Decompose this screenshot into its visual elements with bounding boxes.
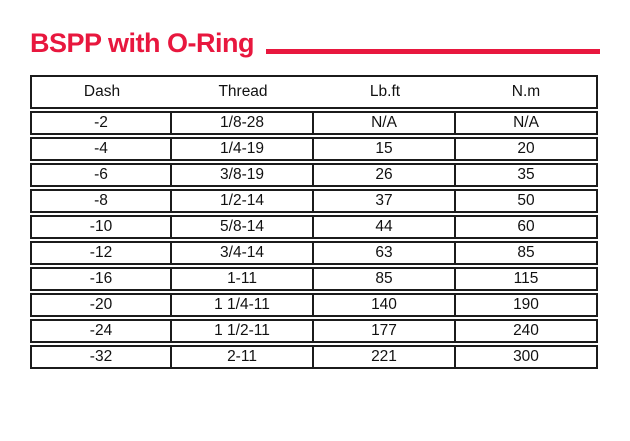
table-cell: 85 [314,267,456,291]
column-header-dash: Dash [30,75,172,109]
table-header-row [30,75,598,109]
table-row [30,267,598,291]
table-cell: 140 [314,293,456,317]
table-cell: 50 [456,189,598,213]
table-cell: 63 [314,241,456,265]
table-cell: 190 [456,293,598,317]
table-cell: -24 [30,319,172,343]
table-row [30,111,598,135]
table-cell: -4 [30,137,172,161]
table-row [30,241,598,265]
table-cell: N/A [314,111,456,135]
table-row [30,293,598,317]
table-cell: 60 [456,215,598,239]
page-title: BSPP with O-Ring [30,28,255,58]
column-header-nm: N.m [456,75,598,109]
table-cell: 15 [314,137,456,161]
table-cell: 85 [456,241,598,265]
table-cell: 1-11 [172,267,314,291]
table-cell: 1/4-19 [172,137,314,161]
table-cell: 115 [456,267,598,291]
table-cell: N/A [456,111,598,135]
table-body [30,111,598,369]
table-cell: 221 [314,345,456,369]
table-row [30,319,598,343]
table-cell: 2-11 [172,345,314,369]
table-cell: 20 [456,137,598,161]
table-cell: 177 [314,319,456,343]
table-cell: -32 [30,345,172,369]
table-cell: -6 [30,163,172,187]
table-cell: 44 [314,215,456,239]
column-header-thread: Thread [172,75,314,109]
table-cell: -2 [30,111,172,135]
table-cell: 1/8-28 [172,111,314,135]
table-cell: -10 [30,215,172,239]
table-row [30,137,598,161]
table-cell: 1 1/4-11 [172,293,314,317]
table-cell: 300 [456,345,598,369]
torque-spec-table [30,73,598,371]
title-rule [266,49,600,54]
table-cell: 3/8-19 [172,163,314,187]
table-cell: 35 [456,163,598,187]
table-cell: 3/4-14 [172,241,314,265]
table-cell: 240 [456,319,598,343]
table-cell: -20 [30,293,172,317]
table-row [30,189,598,213]
table-row [30,345,598,369]
table-row [30,215,598,239]
table-cell: 37 [314,189,456,213]
table-cell: 26 [314,163,456,187]
section-header [30,27,600,57]
table-cell: 5/8-14 [172,215,314,239]
table-cell: -12 [30,241,172,265]
table-cell: 1/2-14 [172,189,314,213]
table-cell: 1 1/2-11 [172,319,314,343]
table-row [30,163,598,187]
table-cell: -8 [30,189,172,213]
table-cell: -16 [30,267,172,291]
column-header-lbft: Lb.ft [314,75,456,109]
